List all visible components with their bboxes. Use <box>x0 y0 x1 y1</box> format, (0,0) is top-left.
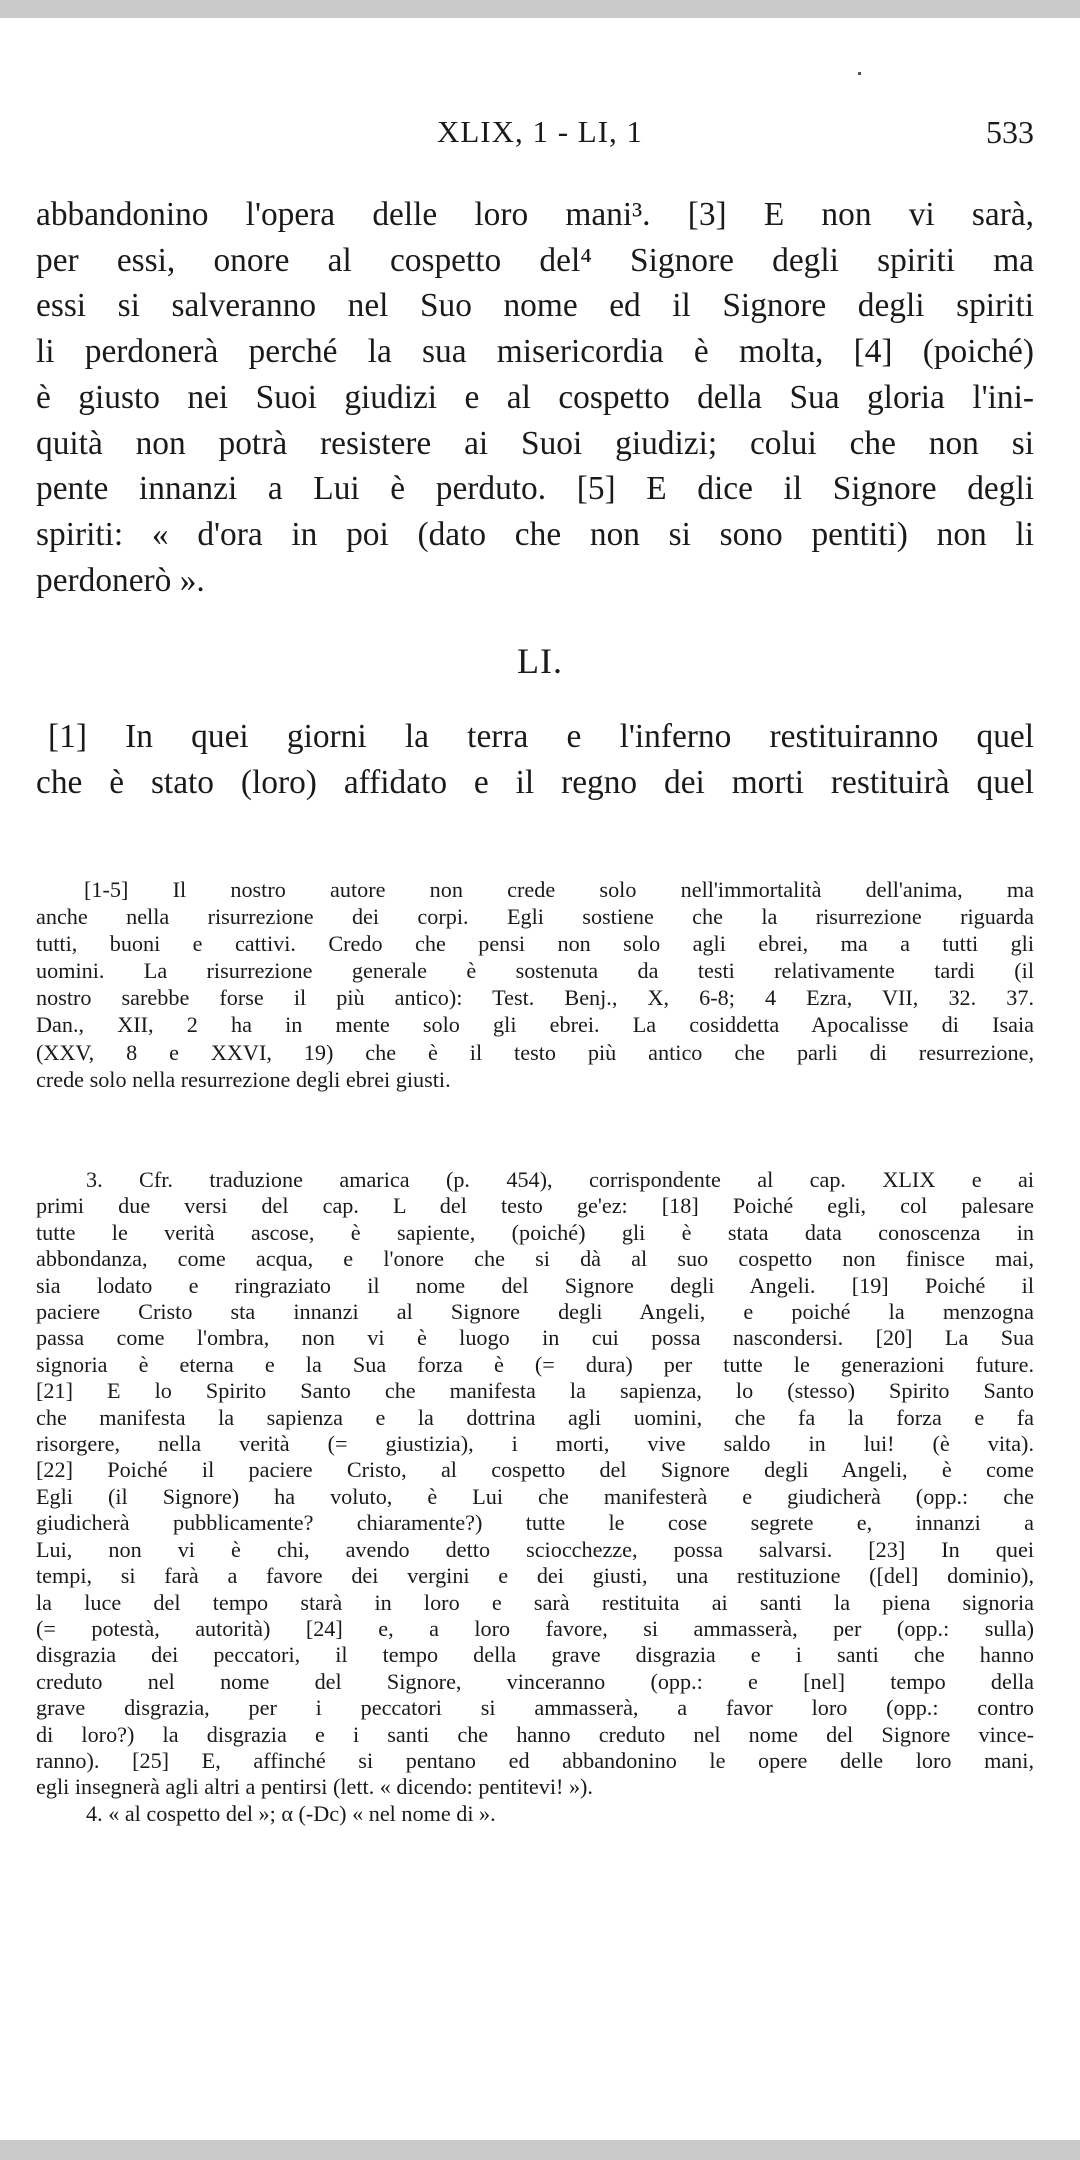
text-line: quità non potrà resistere ai Suoi giudizi; colui che non si <box>36 424 1034 462</box>
commentary-line: anche nella risurrezione dei corpi. Egli sostiene che la risurrezione riguarda <box>36 904 1034 930</box>
text-line: per essi, onore al cospetto del⁴ Signore degli spiriti ma <box>36 241 1034 279</box>
scan-top-border <box>0 0 1080 18</box>
footnote-line: Egli (il Signore) ha voluto, è Lui che manifesterà e giudicherà (opp.: che <box>36 1483 1034 1509</box>
text-line: abbandonino l'opera delle loro mani³. [3] E non vi sarà, <box>36 196 1034 233</box>
text-line: li perdonerà perché la sua misericordia è molta, [4] (poiché) <box>36 333 1034 371</box>
commentary-line: [1-5] Il nostro autore non crede solo nell'immortalità dell'anima, ma <box>84 877 1034 902</box>
main-text <box>36 192 1034 603</box>
commentary-line: crede solo nella resurrezione degli ebrei giusti. <box>36 1066 451 1092</box>
footnote-line: passa come l'ombra, non vi è luogo in cui possa nascondersi. [20] La Sua <box>36 1325 1034 1351</box>
footnote-line: Lui, non vi è chi, avendo detto sciocchezze, possa salvarsi. [23] In quei <box>36 1536 1034 1562</box>
chapter-title: LI. <box>517 641 563 681</box>
text-line: spiriti: « d'ora in poi (dato che non si sono pentiti) non li <box>36 515 1034 553</box>
footnote-line: [21] E lo Spirito Santo che manifesta la sapienza, lo (stesso) Spirito Santo <box>36 1378 1034 1404</box>
page-number: 533 <box>986 114 1034 150</box>
commentary-line: nostro sarebbe forse il più antico): Test. Benj., X, 6-8; 4 Ezra, VII, 32. 37. <box>36 985 1034 1011</box>
footnote-line: 4. « al cospetto del »; α (-Dc) « nel nome di ». <box>86 1800 496 1826</box>
text-line: è giusto nei Suoi giudizi e al cospetto della Sua gloria l'ini- <box>36 378 1034 416</box>
commentary-line: uomini. La risurrezione generale è sostenuta da testi relativamente tardi (il <box>36 958 1034 984</box>
footnote-line: primi due versi del cap. L del testo ge'ez: [18] Poiché egli, col palesare <box>36 1193 1034 1219</box>
footnote-line: giudicherà pubblicamente? chiaramente?) tutte le cose segrete e, innanzi a <box>36 1510 1034 1536</box>
footnote-line: tutte le verità ascose, è sapiente, (poiché) gli è stata data conoscenza in <box>36 1219 1034 1245</box>
commentary-line: tutti, buoni e cattivi. Credo che pensi non solo agli ebrei, ma a tutti gli <box>36 931 1034 957</box>
scan-speck <box>858 72 861 75</box>
footnote-line: tempi, si farà a favore dei vergini e dei giusti, una restituzione ([del] dominio), <box>36 1563 1034 1589</box>
footnote-line: che manifesta la sapienza e la dottrina agli uomini, che fa la forza e fa <box>36 1404 1034 1430</box>
text-line: che è stato (loro) affidato e il regno dei morti restituirà quel <box>36 763 1034 801</box>
footnote-line: la luce del tempo starà in loro e sarà restituita ai santi la piena signoria <box>36 1589 1034 1615</box>
footnote-line: signoria è eterna e la Sua forza è (= dura) per tutte le generazioni future. <box>36 1351 1034 1377</box>
footnote-line: disgrazia dei peccatori, il tempo della grave disgrazia e i santi che hanno <box>36 1642 1034 1668</box>
commentary-line: (XXV, 8 e XXVI, 19) che è il testo più antico che parli di resurrezione, <box>36 1039 1034 1065</box>
text-line: pente innanzi a Lui è perduto. [5] E dice il Signore degli <box>36 470 1034 508</box>
page-header <box>36 110 1044 160</box>
scan-bottom-border <box>0 2140 1080 2160</box>
footnote-line: paciere Cristo sta innanzi al Signore degli Angeli, e poiché la menzogna <box>36 1299 1034 1325</box>
footnote-line: abbondanza, come acqua, e l'onore che si dà al suo cospetto non finisce mai, <box>36 1246 1034 1272</box>
footnote-line: ranno). [25] E, affinché si pentano ed abbandonino le opere delle loro mani, <box>36 1747 1034 1773</box>
text-line: [1] In quei giorni la terra e l'inferno restituiranno quel <box>48 718 1034 755</box>
footnote-line: 3. Cfr. traduzione amarica (p. 454), corrispondente al cap. XLIX e ai <box>86 1167 1034 1192</box>
text-line: perdonerò ». <box>36 561 205 599</box>
footnote-line: [22] Poiché il paciere Cristo, al cospetto del Signore degli Angeli, è come <box>36 1457 1034 1483</box>
footnote-line: egli insegnerà agli altri a pentirsi (lett. « dicendo: pentitevi! »). <box>36 1774 593 1800</box>
footnote-line: creduto nel nome del Signore, vinceranno (opp.: e [nel] tempo della <box>36 1668 1034 1694</box>
footnote-line: sia lodato e ringraziato il nome del Signore degli Angeli. [19] Poiché il <box>36 1272 1034 1298</box>
chapter-text <box>36 714 1034 805</box>
footnotes <box>36 1167 1034 1827</box>
footnote-line: di loro?) la disgrazia e i santi che hanno creduto nel nome del Signore vince- <box>36 1721 1034 1747</box>
commentary-line: Dan., XII, 2 ha in mente solo gli ebrei. La cosiddetta Apocalisse di Isaia <box>36 1012 1034 1038</box>
running-head: XLIX, 1 - LI, 1 <box>436 114 644 149</box>
text-line: essi si salveranno nel Suo nome ed il Signore degli spiriti <box>36 287 1034 325</box>
footnote-line: risorgere, nella verità (= giustizia), i morti, vive saldo in lui! (è vita). <box>36 1431 1034 1457</box>
footnote-line: (= potestà, autorità) [24] e, a loro favore, si ammasserà, per (opp.: sulla) <box>36 1615 1034 1641</box>
commentary <box>36 876 1034 1093</box>
footnote-line: grave disgrazia, per i peccatori si ammasserà, a favor loro (opp.: contro <box>36 1695 1034 1721</box>
